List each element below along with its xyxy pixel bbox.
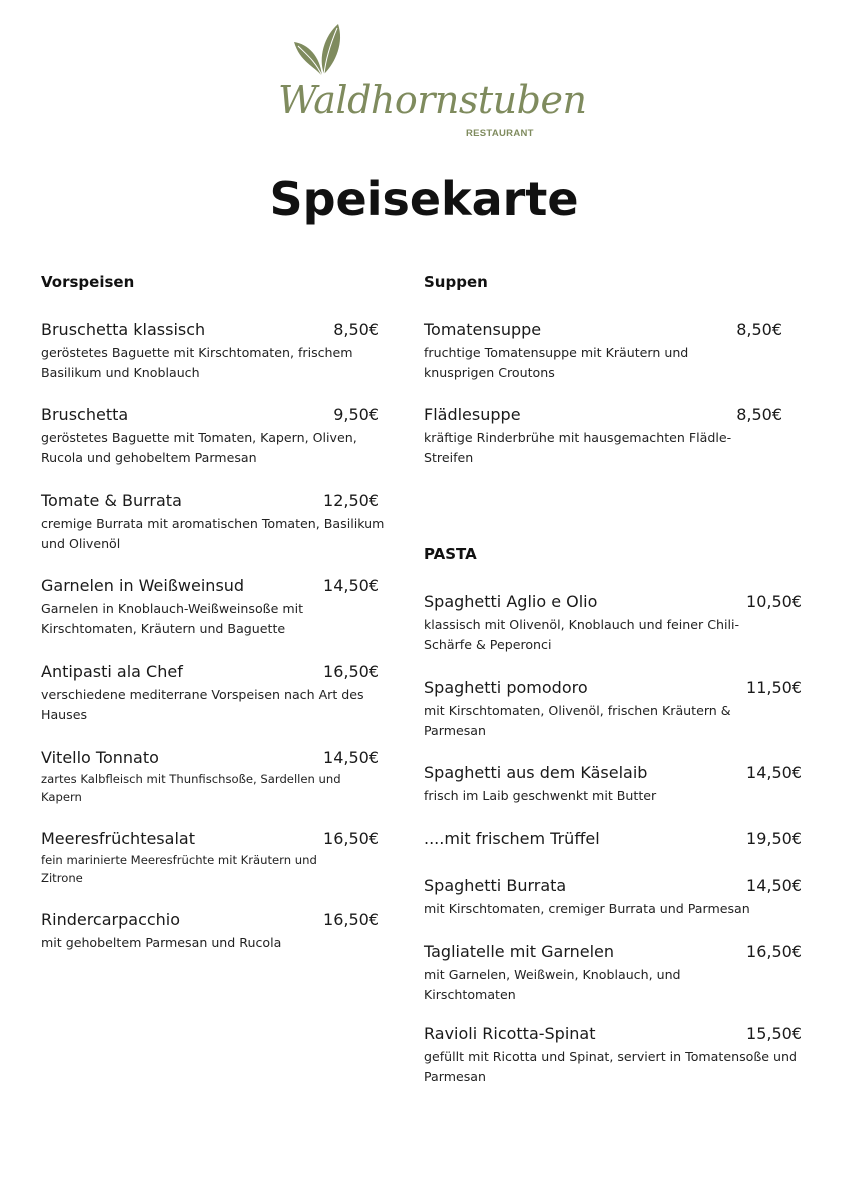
item-name: Vitello Tonnato: [41, 748, 159, 767]
item-price: 8,50€: [736, 320, 782, 339]
item-price: 8,50€: [333, 320, 379, 339]
item-name: Bruschetta: [41, 405, 129, 424]
section-heading-pasta: PASTA: [424, 545, 477, 563]
item-name: Tomatensuppe: [424, 320, 542, 339]
item-price: 16,50€: [323, 662, 379, 681]
item-price: 16,50€: [323, 829, 379, 848]
restaurant-logo: [270, 22, 587, 144]
item-price: 14,50€: [746, 876, 802, 895]
item-name: Tomate & Burrata: [41, 491, 182, 510]
item-price: 14,50€: [323, 748, 379, 767]
item-price: 16,50€: [323, 910, 379, 929]
item-name: Bruschetta klassisch: [41, 320, 206, 339]
item-name: Spaghetti Burrata: [424, 876, 567, 895]
brand-subtitle: RESTAURANT: [466, 128, 534, 139]
item-description: gefüllt mit Ricotta und Spinat, serviert in Tomatensoße und Parmesan: [424, 1049, 797, 1084]
item-description: Garnelen in Knoblauch-Weißweinsoße mit Kirschtomaten, Kräutern und Baguette: [41, 601, 304, 636]
item-price: 8,50€: [736, 405, 782, 424]
item-description: fruchtige Tomatensuppe mit Kräutern und knusprigen Croutons: [424, 345, 689, 380]
item-name: Meeresfrüchtesalat: [41, 829, 195, 848]
item-name: Spaghetti aus dem Käselaib: [424, 763, 648, 782]
item-name: ....mit frischem Trüffel: [424, 829, 600, 848]
section-heading-suppen: Suppen: [424, 273, 488, 291]
item-price: 14,50€: [746, 763, 802, 782]
item-price: 15,50€: [746, 1024, 802, 1043]
item-name: Spaghetti pomodoro: [424, 678, 588, 697]
brand-name: Waldhornstuben: [278, 78, 587, 122]
item-price: 14,50€: [323, 576, 379, 595]
item-description: mit gehobeltem Parmesan und Rucola: [41, 935, 282, 950]
item-description: zartes Kalbfleisch mit Thunfischsoße, Sardellen und Kapern: [41, 772, 341, 804]
item-price: 9,50€: [333, 405, 379, 424]
item-name: Ravioli Ricotta-Spinat: [424, 1024, 596, 1043]
item-description: geröstetes Baguette mit Kirschtomaten, frischem Basilikum und Knoblauch: [41, 345, 353, 380]
item-price: 10,50€: [746, 592, 802, 611]
item-description: klassisch mit Olivenöl, Knoblauch und feiner Chili-Schärfe & Peperonci: [424, 617, 740, 652]
item-description: frisch im Laib geschwenkt mit Butter: [424, 788, 657, 803]
item-name: Flädlesuppe: [424, 405, 521, 424]
item-price: 19,50€: [746, 829, 802, 848]
item-description: verschiedene mediterrane Vorspeisen nach Art des Hauses: [41, 687, 364, 722]
item-description: geröstetes Baguette mit Tomaten, Kapern, Oliven, Rucola und gehobeltem Parmesan: [41, 430, 357, 465]
item-description: mit Kirschtomaten, cremiger Burrata und Parmesan: [424, 901, 750, 916]
page-title: Speisekarte: [269, 172, 579, 226]
item-name: Tagliatelle mit Garnelen: [424, 942, 615, 961]
section-heading-vorspeisen: Vorspeisen: [41, 273, 135, 291]
item-description: cremige Burrata mit aromatischen Tomaten, Basilikum und Olivenöl: [41, 516, 385, 551]
item-description: kräftige Rinderbrühe mit hausgemachten Flädle-Streifen: [424, 430, 732, 465]
item-description: mit Garnelen, Weißwein, Knoblauch, und Kirschtomaten: [424, 967, 681, 1002]
leaves-icon: [292, 22, 344, 80]
item-name: Garnelen in Weißweinsud: [41, 576, 245, 595]
item-price: 12,50€: [323, 491, 379, 510]
item-name: Antipasti ala Chef: [41, 662, 183, 681]
item-description: fein marinierte Meeresfrüchte mit Kräutern und Zitrone: [41, 853, 317, 885]
item-price: 11,50€: [746, 678, 802, 697]
item-name: Spaghetti Aglio e Olio: [424, 592, 598, 611]
item-price: 16,50€: [746, 942, 802, 961]
item-description: mit Kirschtomaten, Olivenöl, frischen Kräutern & Parmesan: [424, 703, 731, 738]
item-name: Rindercarpacchio: [41, 910, 181, 929]
